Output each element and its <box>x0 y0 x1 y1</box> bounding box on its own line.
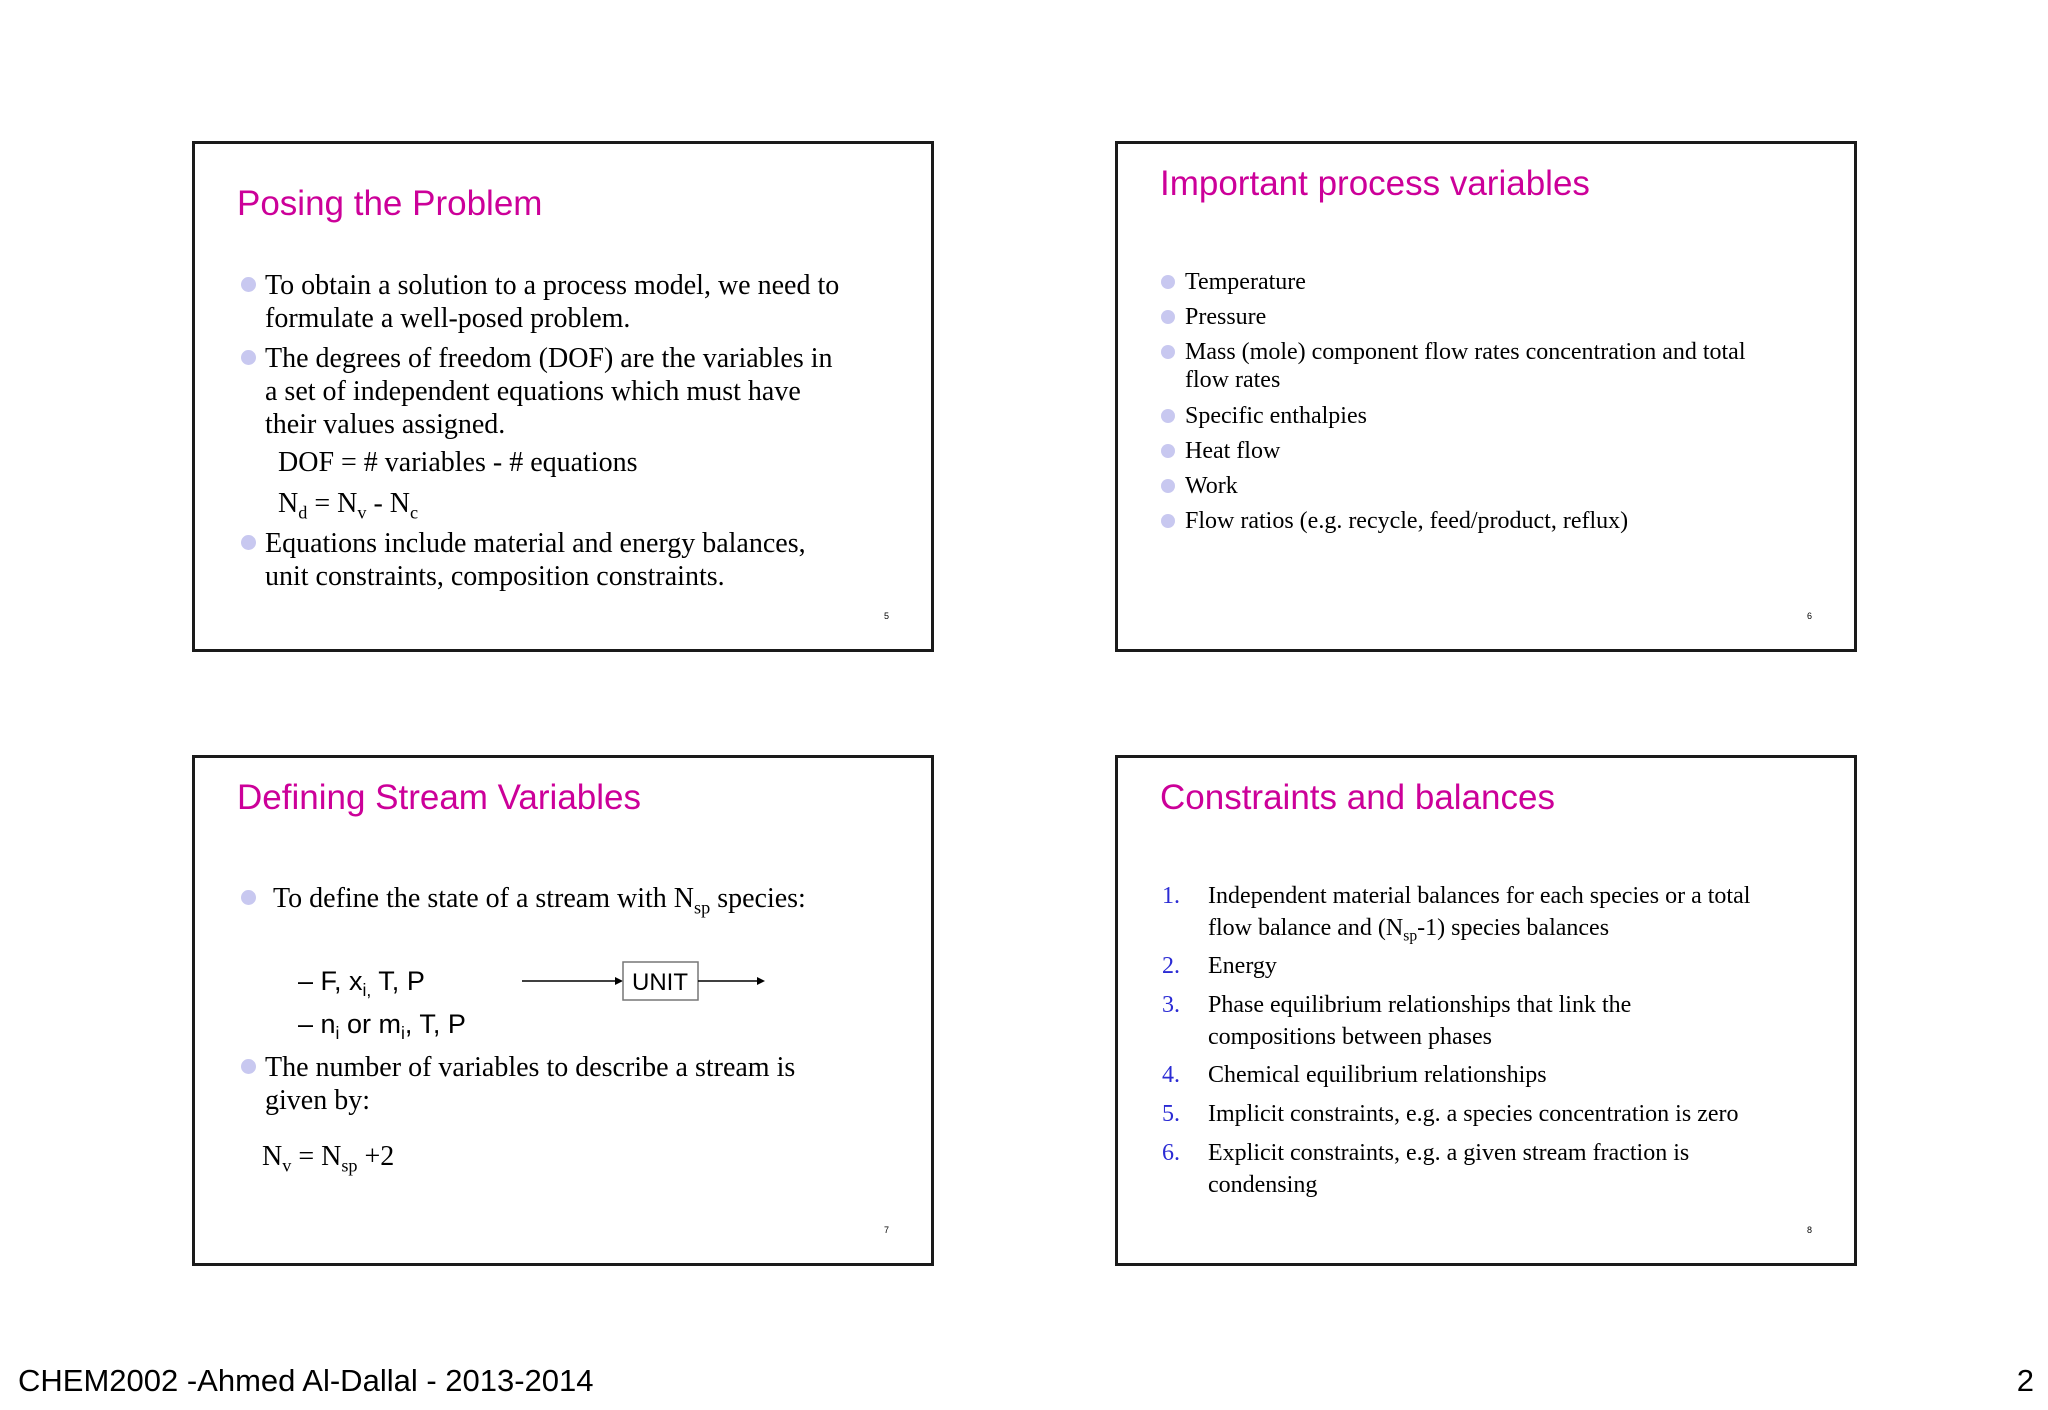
bullet-dot-icon <box>1161 479 1175 493</box>
bullet-dot-icon <box>1161 345 1175 359</box>
list-item: Heat flow <box>1185 437 1280 465</box>
bullet-dot-icon <box>1161 514 1175 528</box>
slide-page-number: 7 <box>883 1225 889 1235</box>
bullet-dot-icon <box>1161 444 1175 458</box>
slide-page-number: 8 <box>1806 1225 1812 1235</box>
bullet-dot-icon <box>241 890 256 905</box>
list-item: Specific enthalpies <box>1185 402 1367 430</box>
slide-important-process-variables <box>1115 141 1857 652</box>
unit-label: UNIT <box>632 969 688 996</box>
footer-course-info: CHEM2002 -Ahmed Al-Dallal - 2013-2014 <box>18 1363 594 1398</box>
nv-formula: $N_v = N_{sp} +2$ <box>262 1141 395 1176</box>
bullet-dot-icon <box>1161 310 1175 324</box>
slide-posing-the-problem <box>192 141 934 652</box>
bullet-item: The number of variables to describe a stream is given by: <box>265 1051 795 1117</box>
list-item: Mass (mole) component flow rates concentration and total flow rates <box>1185 338 1746 394</box>
bullet-dot-icon <box>241 350 256 365</box>
bullet-dot-icon <box>1161 275 1175 289</box>
bullet-dot-icon <box>1161 409 1175 423</box>
list-item: Temperature <box>1185 268 1306 296</box>
unit-diagram <box>520 956 790 1006</box>
slide-title: Defining Stream Variables <box>237 778 641 817</box>
outlet-arrowhead-icon <box>757 977 765 985</box>
inlet-arrowhead-icon <box>615 977 623 985</box>
nd-formula: $N_d = N_v - N_c$ <box>278 488 419 523</box>
slide-page-number: 6 <box>1806 611 1812 621</box>
slide-constraints-and-balances: Constraints and balances 1. Independent material balances for each species or a total flow balance and $(N_{sp}-1)$ species balances 2. Energy 3. Phase equilibrium relationships that link the compositions between phases 4. Chemical equilibrium relationships 5. Implicit constraints, e.g. a species concentration is zero 6. Explicit constraints, e.g. a given stream fraction is condensing 8 <box>1115 755 1857 1266</box>
bullet-item: To define the state of a stream with $N_{sp}$ species: <box>273 882 806 915</box>
list-item: Work <box>1185 472 1238 500</box>
footer-page-number: 2 <box>2016 1363 2034 1398</box>
slide-defining-stream-variables <box>192 755 934 1266</box>
list-item: Flow ratios (e.g. recycle, feed/product, reflux) <box>1185 507 1628 535</box>
bullet-item: Equations include material and energy balances, unit constraints, composition constraints. <box>265 527 806 593</box>
dof-formula: DOF = # variables - # equations <box>278 447 638 478</box>
slide-page-number: 5 <box>883 611 889 621</box>
slide-title: Important process variables <box>1160 164 1590 203</box>
stream-vars-option-2: – $n_i$ or $m_i$, T, P <box>298 1009 466 1044</box>
slide-title: Posing the Problem <box>237 184 543 223</box>
bullet-item: The degrees of freedom (DOF) are the variables in a set of independent equations which must have their values assigned. <box>265 342 833 441</box>
bullet-dot-icon <box>241 1059 256 1074</box>
bullet-dot-icon <box>241 277 256 292</box>
bullet-dot-icon <box>241 535 256 550</box>
stream-vars-option-1: – F, $x_{i,}$ T, P <box>298 966 425 1001</box>
list-item: Pressure <box>1185 303 1266 331</box>
slide-title: Constraints and balances <box>1160 778 1555 817</box>
bullet-item: To obtain a solution to a process model, we need to formulate a well-posed problem. <box>265 269 839 335</box>
